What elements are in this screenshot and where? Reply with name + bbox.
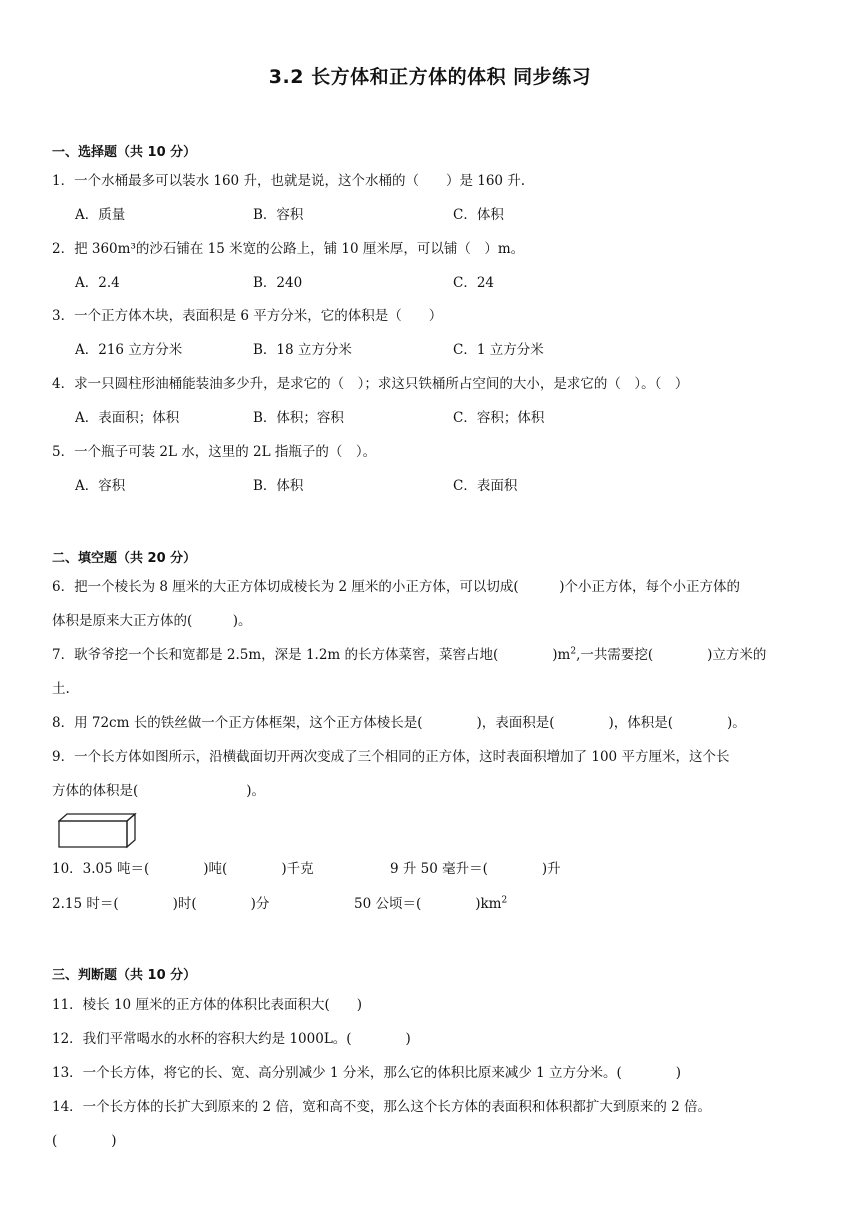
- section-heading-judge: 三、判断题（共 10 分）: [52, 968, 197, 983]
- question-5-option-a: A．容积: [75, 478, 126, 494]
- question-10-part-b: 9 升 50 毫升＝( )升: [390, 861, 561, 877]
- question-5-option-c: C．表面积: [453, 478, 518, 494]
- question-10-part-c: 2.15 时＝( )时( )分: [52, 896, 270, 912]
- cuboid-figure: [58, 813, 138, 849]
- question-1-stem: 1．一个水桶最多可以装水 160 升，也就是说，这个水桶的（ ）是 160 升.: [52, 173, 526, 189]
- question-11: 11．棱长 10 厘米的正方体的体积比表面积大( ): [52, 997, 362, 1013]
- question-10-part-a: 10．3.05 吨＝( )吨( )千克: [52, 861, 314, 877]
- question-2-option-c: C．24: [453, 275, 495, 291]
- question-3-stem: 3．一个正方体木块，表面积是 6 平方分米，它的体积是（ ）: [52, 308, 443, 324]
- question-10-part-d: [354, 894, 507, 914]
- question-4-option-a: A．表面积；体积: [75, 410, 180, 426]
- question-7-text-b: ,一共需要挖( )立方米的: [576, 647, 767, 663]
- question-7-line-1: [52, 645, 766, 665]
- question-3-option-c: C．1 立方分米: [453, 342, 544, 358]
- question-3-option-a: A．216 立方分米: [75, 342, 183, 358]
- question-14-line-2: ( ): [52, 1133, 117, 1149]
- question-7-text-a: 7．耿爷爷挖一个长和宽都是 2.5m，深是 1.2m 的长方体菜窖，菜窖占地( )m: [52, 647, 571, 663]
- question-7-superscript: 2: [570, 646, 577, 657]
- question-10-part-d-text: 50 公顷＝( )km: [354, 896, 502, 912]
- question-5-stem: 5．一个瓶子可装 2L 水，这里的 2L 指瓶子的（ ）。: [52, 444, 377, 460]
- section-heading-fill: 二、填空题（共 20 分）: [52, 551, 197, 566]
- question-4-option-b: B．体积；容积: [253, 410, 344, 426]
- page-title: 3.2 长方体和正方体的体积 同步练习: [268, 66, 592, 88]
- question-6-line-1: 6．把一个棱长为 8 厘米的大正方体切成棱长为 2 厘米的小正方体，可以切成( )个小正方体，每个小正方体的: [52, 579, 740, 595]
- question-8-line-1: 8．用 72cm 长的铁丝做一个正方体框架，这个正方体棱长是( )，表面积是( )，体积是( )。: [52, 715, 746, 731]
- question-10-part-d-superscript: 2: [501, 895, 508, 906]
- question-6-line-2: 体积是原来大正方体的( )。: [52, 613, 252, 629]
- question-5-option-b: B．体积: [253, 478, 304, 494]
- question-4-stem: 4．求一只圆柱形油桶能装油多少升，是求它的（ ）；求这只铁桶所占空间的大小，是求它的（ ）。（ ）: [52, 376, 689, 392]
- question-12: 12．我们平常喝水的水杯的容积大约是 1000L。( ): [52, 1031, 411, 1047]
- question-2-option-a: A．2.4: [75, 275, 120, 291]
- question-9-line-1: 9．一个长方体如图所示，沿横截面切开两次变成了三个相同的正方体，这时表面积增加了 100 平方厘米，这个长: [52, 749, 730, 765]
- question-1-option-b: B．容积: [253, 207, 304, 223]
- question-13: 13．一个长方体，将它的长、宽、高分别减少 1 分米，那么它的体积比原来减少 1 立方分米。( ): [52, 1065, 682, 1081]
- question-9-line-2: 方体的体积是( )。: [52, 783, 266, 799]
- question-4-option-c: C．容积；体积: [453, 410, 545, 426]
- question-2-option-b: B．240: [253, 275, 303, 291]
- question-1-option-c: C．体积: [453, 207, 504, 223]
- section-heading-choice: 一、选择题（共 10 分）: [52, 145, 197, 160]
- question-2-stem: 2．把 360m³的沙石铺在 15 米宽的公路上，铺 10 厘米厚，可以铺（ ）m。: [52, 241, 525, 257]
- question-7-line-2: 土.: [52, 681, 70, 697]
- question-1-option-a: A．质量: [75, 207, 126, 223]
- question-3-option-b: B．18 立方分米: [253, 342, 352, 358]
- question-14-line-1: 14．一个长方体的长扩大到原来的 2 倍，宽和高不变，那么这个长方体的表面积和体积都扩大到原来的 2 倍。: [52, 1099, 712, 1115]
